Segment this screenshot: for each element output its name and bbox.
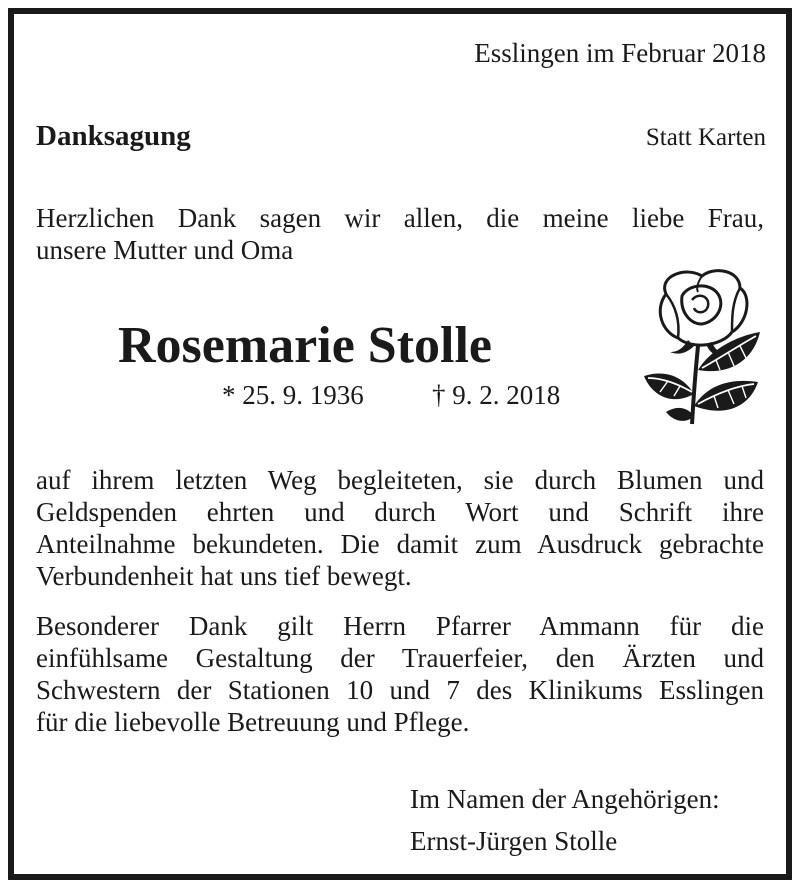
paragraph-line: Verbundenheit hat uns tief bewegt. [36, 561, 412, 591]
deceased-name: Rosemarie Stolle [117, 317, 492, 374]
rose-icon [636, 266, 768, 428]
obituary-notice [8, 8, 792, 880]
thanks-paragraph [36, 464, 764, 592]
special-thanks-paragraph [36, 610, 764, 738]
paragraph-line: auf ihrem letzten Weg begleiteten, sie durch Blumen und [36, 465, 764, 495]
intro-text [36, 202, 764, 266]
paragraph-line: Besonderer Dank gilt Herrn Pfarrer Ammann für die [36, 611, 764, 641]
notice-subtitle: Statt Karten [645, 124, 766, 151]
notice-title: Danksagung [36, 120, 191, 152]
intro-line: unsere Mutter und Oma [36, 235, 294, 265]
paragraph-line: Geldspenden ehrten und durch Wort und Schrift ihre [36, 497, 764, 527]
signature-intro: Im Namen der Angehörigen: [410, 784, 720, 814]
paragraph-line: für die liebevolle Betreuung und Pflege. [36, 707, 470, 737]
death-date: † 9. 2. 2018 [432, 380, 561, 410]
date-place: Esslingen im Februar 2018 [474, 38, 766, 68]
signature-name: Ernst-Jürgen Stolle [410, 826, 618, 856]
paragraph-line: Anteilnahme bekundeten. Die damit zum Ausdruck gebrachte [36, 529, 764, 559]
intro-line: Herzlichen Dank sagen wir allen, die meine liebe Frau, [36, 203, 764, 233]
paragraph-line: Schwestern der Stationen 10 und 7 des Klinikums Esslingen [36, 675, 764, 705]
birth-date: * 25. 9. 1936 [222, 380, 364, 410]
paragraph-line: einfühlsame Gestaltung der Trauerfeier, den Ärzten und [36, 643, 764, 673]
